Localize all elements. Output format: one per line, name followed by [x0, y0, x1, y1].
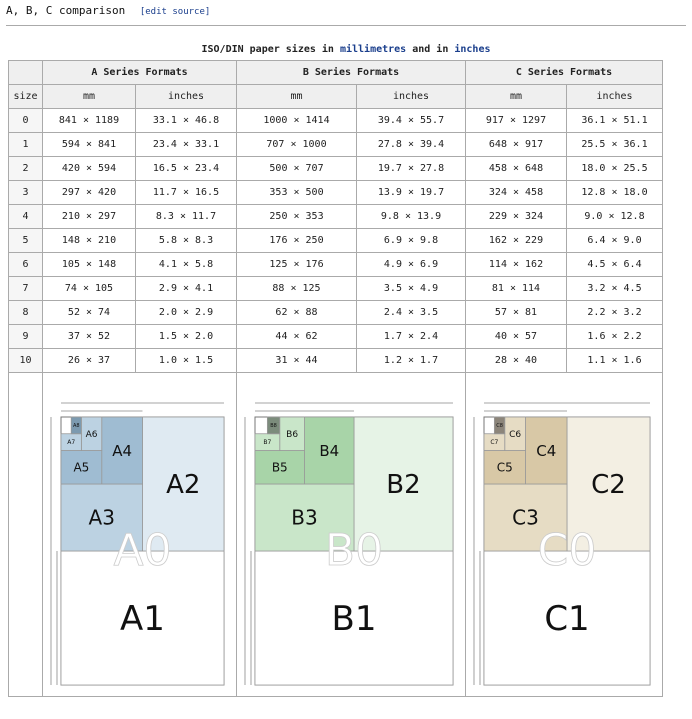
paper-size-diagram: [43, 373, 236, 693]
paper-size-table: [8, 60, 663, 697]
a-mm-cell: 210 × 297: [43, 205, 136, 229]
b-mm-cell: 88 × 125: [237, 277, 357, 301]
a-series-diagram-cell: [43, 373, 237, 697]
c-mm-cell: 458 × 648: [466, 157, 567, 181]
sheet-5-label: A5: [73, 460, 90, 475]
b-mm-cell: 500 × 707: [237, 157, 357, 181]
b-inches-header: inches: [357, 85, 466, 109]
a-inches-header: inches: [136, 85, 237, 109]
b-inches-cell: 4.9 × 6.9: [357, 253, 466, 277]
sheet-7-label: A7: [67, 439, 76, 447]
sheet-7-label: C7: [490, 439, 499, 447]
b-mm-cell: 250 × 353: [237, 205, 357, 229]
paper-size-diagram: [237, 373, 465, 693]
b-inches-cell: 19.7 × 27.8: [357, 157, 466, 181]
a-mm-cell: 297 × 420: [43, 181, 136, 205]
c-mm-cell: 28 × 40: [466, 349, 567, 373]
heading-divider: [6, 25, 686, 26]
a-mm-cell: 105 × 148: [43, 253, 136, 277]
b-inches-cell: 1.2 × 1.7: [357, 349, 466, 373]
c-mm-cell: 114 × 162: [466, 253, 567, 277]
sheet-3-label: A3: [88, 505, 115, 530]
millimetres-link[interactable]: millimetres: [339, 44, 407, 55]
b-inches-cell: 13.9 × 19.7: [357, 181, 466, 205]
size-column-header: size: [9, 85, 43, 109]
size-cell: 6: [9, 253, 43, 277]
c-mm-cell: 162 × 229: [466, 229, 567, 253]
table-row: [9, 229, 663, 253]
b-inches-cell: 1.7 × 2.4: [357, 325, 466, 349]
table-row: [9, 205, 663, 229]
b-inches-cell: 27.8 × 39.4: [357, 133, 466, 157]
c-inches-cell: 36.1 × 51.1: [567, 109, 663, 133]
sheet-3-label: C3: [512, 505, 539, 530]
b-mm-cell: 62 × 88: [237, 301, 357, 325]
b-inches-cell: 9.8 × 13.9: [357, 205, 466, 229]
sheet-5-label: C5: [496, 460, 513, 475]
table-row: [9, 253, 663, 277]
c-inches-cell: 1.6 × 2.2: [567, 325, 663, 349]
table-row: [9, 109, 663, 133]
table-row: [9, 301, 663, 325]
sheet-8-label: B8: [270, 423, 277, 430]
size-cell: 3: [9, 181, 43, 205]
size-cell: 7: [9, 277, 43, 301]
c-mm-header: mm: [466, 85, 567, 109]
sheet-1-label: B1: [331, 598, 377, 639]
c-mm-cell: 40 × 57: [466, 325, 567, 349]
c-mm-cell: 648 × 917: [466, 133, 567, 157]
sheet-1-label: C1: [544, 598, 590, 639]
c-inches-cell: 6.4 × 9.0: [567, 229, 663, 253]
c-inches-cell: 18.0 × 25.5: [567, 157, 663, 181]
paper-size-diagram: [466, 373, 662, 693]
sheet-2-label: C2: [591, 470, 626, 501]
a-mm-cell: 841 × 1189: [43, 109, 136, 133]
sheet-6-label: B6: [286, 429, 299, 440]
c-mm-cell: 324 × 458: [466, 181, 567, 205]
a-inches-cell: 2.9 × 4.1: [136, 277, 237, 301]
c-inches-cell: 25.5 × 36.1: [567, 133, 663, 157]
b-mm-cell: 176 × 250: [237, 229, 357, 253]
sheet-3-label: B3: [291, 505, 318, 530]
size-cell: 9: [9, 325, 43, 349]
b-inches-cell: 2.4 × 3.5: [357, 301, 466, 325]
section-heading: [6, 4, 210, 17]
b-mm-cell: 1000 × 1414: [237, 109, 357, 133]
b-mm-cell: 353 × 500: [237, 181, 357, 205]
size-cell: 8: [9, 301, 43, 325]
a-mm-cell: 148 × 210: [43, 229, 136, 253]
b-mm-cell: 44 × 62: [237, 325, 357, 349]
sheet-4-label: B4: [319, 441, 340, 460]
a-mm-cell: 594 × 841: [43, 133, 136, 157]
sheet-0-watermark: C0: [537, 525, 597, 576]
table-row: [9, 133, 663, 157]
c-mm-cell: 917 × 1297: [466, 109, 567, 133]
table-row: [9, 157, 663, 181]
table-row: [9, 325, 663, 349]
sheet-8-label: A8: [72, 423, 80, 430]
size-cell: 5: [9, 229, 43, 253]
b-inches-cell: 3.5 × 4.9: [357, 277, 466, 301]
table-row: [9, 349, 663, 373]
a-inches-cell: 11.7 × 16.5: [136, 181, 237, 205]
sheet-6-label: A6: [85, 429, 98, 440]
size-cell: 10: [9, 349, 43, 373]
a-inches-cell: 5.8 × 8.3: [136, 229, 237, 253]
a-inches-cell: 1.5 × 2.0: [136, 325, 237, 349]
size-cell: 1: [9, 133, 43, 157]
c-inches-cell: 9.0 × 12.8: [567, 205, 663, 229]
b-mm-cell: 31 × 44: [237, 349, 357, 373]
table-row: [9, 181, 663, 205]
sheet-6-label: C6: [509, 429, 522, 440]
a-mm-header: mm: [43, 85, 136, 109]
a-inches-cell: 33.1 × 46.8: [136, 109, 237, 133]
corner-cell: [9, 61, 43, 85]
b-mm-cell: 707 × 1000: [237, 133, 357, 157]
sheet-5-label: B5: [271, 460, 288, 475]
sheet-4-label: C4: [536, 441, 557, 460]
a-inches-cell: 4.1 × 5.8: [136, 253, 237, 277]
c-inches-cell: 4.5 × 6.4: [567, 253, 663, 277]
b-series-diagram-cell: [237, 373, 466, 697]
a-mm-cell: 52 × 74: [43, 301, 136, 325]
a-inches-cell: 1.0 × 1.5: [136, 349, 237, 373]
section-title: A, B, C comparison: [6, 4, 126, 17]
table-row: [9, 277, 663, 301]
inches-link[interactable]: inches: [454, 44, 491, 55]
a-inches-cell: 2.0 × 2.9: [136, 301, 237, 325]
c-mm-cell: 229 × 324: [466, 205, 567, 229]
sheet-0-watermark: A0: [113, 525, 172, 576]
edit-source-link[interactable]: [edit source]: [139, 7, 211, 17]
b-series-header: B Series Formats: [237, 61, 466, 85]
c-inches-cell: 1.1 × 1.6: [567, 349, 663, 373]
a-mm-cell: 37 × 52: [43, 325, 136, 349]
sheet-2-label: B2: [386, 470, 421, 501]
sheet-4-label: A4: [112, 441, 133, 460]
c-inches-cell: 3.2 × 4.5: [567, 277, 663, 301]
a-mm-cell: 26 × 37: [43, 349, 136, 373]
sheet-2-label: A2: [166, 470, 201, 501]
c-mm-cell: 81 × 114: [466, 277, 567, 301]
c-series-diagram-cell: [466, 373, 663, 697]
a-series-header: A Series Formats: [43, 61, 237, 85]
sheet-1-label: A1: [120, 598, 165, 639]
sheet-7-label: B7: [263, 439, 272, 447]
a-inches-cell: 23.4 × 33.1: [136, 133, 237, 157]
c-inches-cell: 12.8 × 18.0: [567, 181, 663, 205]
size-cell: 2: [9, 157, 43, 181]
size-cell: 4: [9, 205, 43, 229]
sheet-0-watermark: B0: [324, 525, 384, 576]
sheet-8-label: C8: [496, 423, 503, 430]
a-mm-cell: 74 × 105: [43, 277, 136, 301]
size-cell: 0: [9, 109, 43, 133]
b-inches-cell: 6.9 × 9.8: [357, 229, 466, 253]
table-caption: ISO/DIN paper sizes in millimetres and in inches: [201, 44, 491, 55]
c-inches-header: inches: [567, 85, 663, 109]
b-inches-cell: 39.4 × 55.7: [357, 109, 466, 133]
c-series-header: C Series Formats: [466, 61, 663, 85]
c-inches-cell: 2.2 × 3.2: [567, 301, 663, 325]
diagram-spacer-cell: [9, 373, 43, 697]
b-mm-cell: 125 × 176: [237, 253, 357, 277]
a-mm-cell: 420 × 594: [43, 157, 136, 181]
a-inches-cell: 8.3 × 11.7: [136, 205, 237, 229]
b-mm-header: mm: [237, 85, 357, 109]
c-mm-cell: 57 × 81: [466, 301, 567, 325]
a-inches-cell: 16.5 × 23.4: [136, 157, 237, 181]
